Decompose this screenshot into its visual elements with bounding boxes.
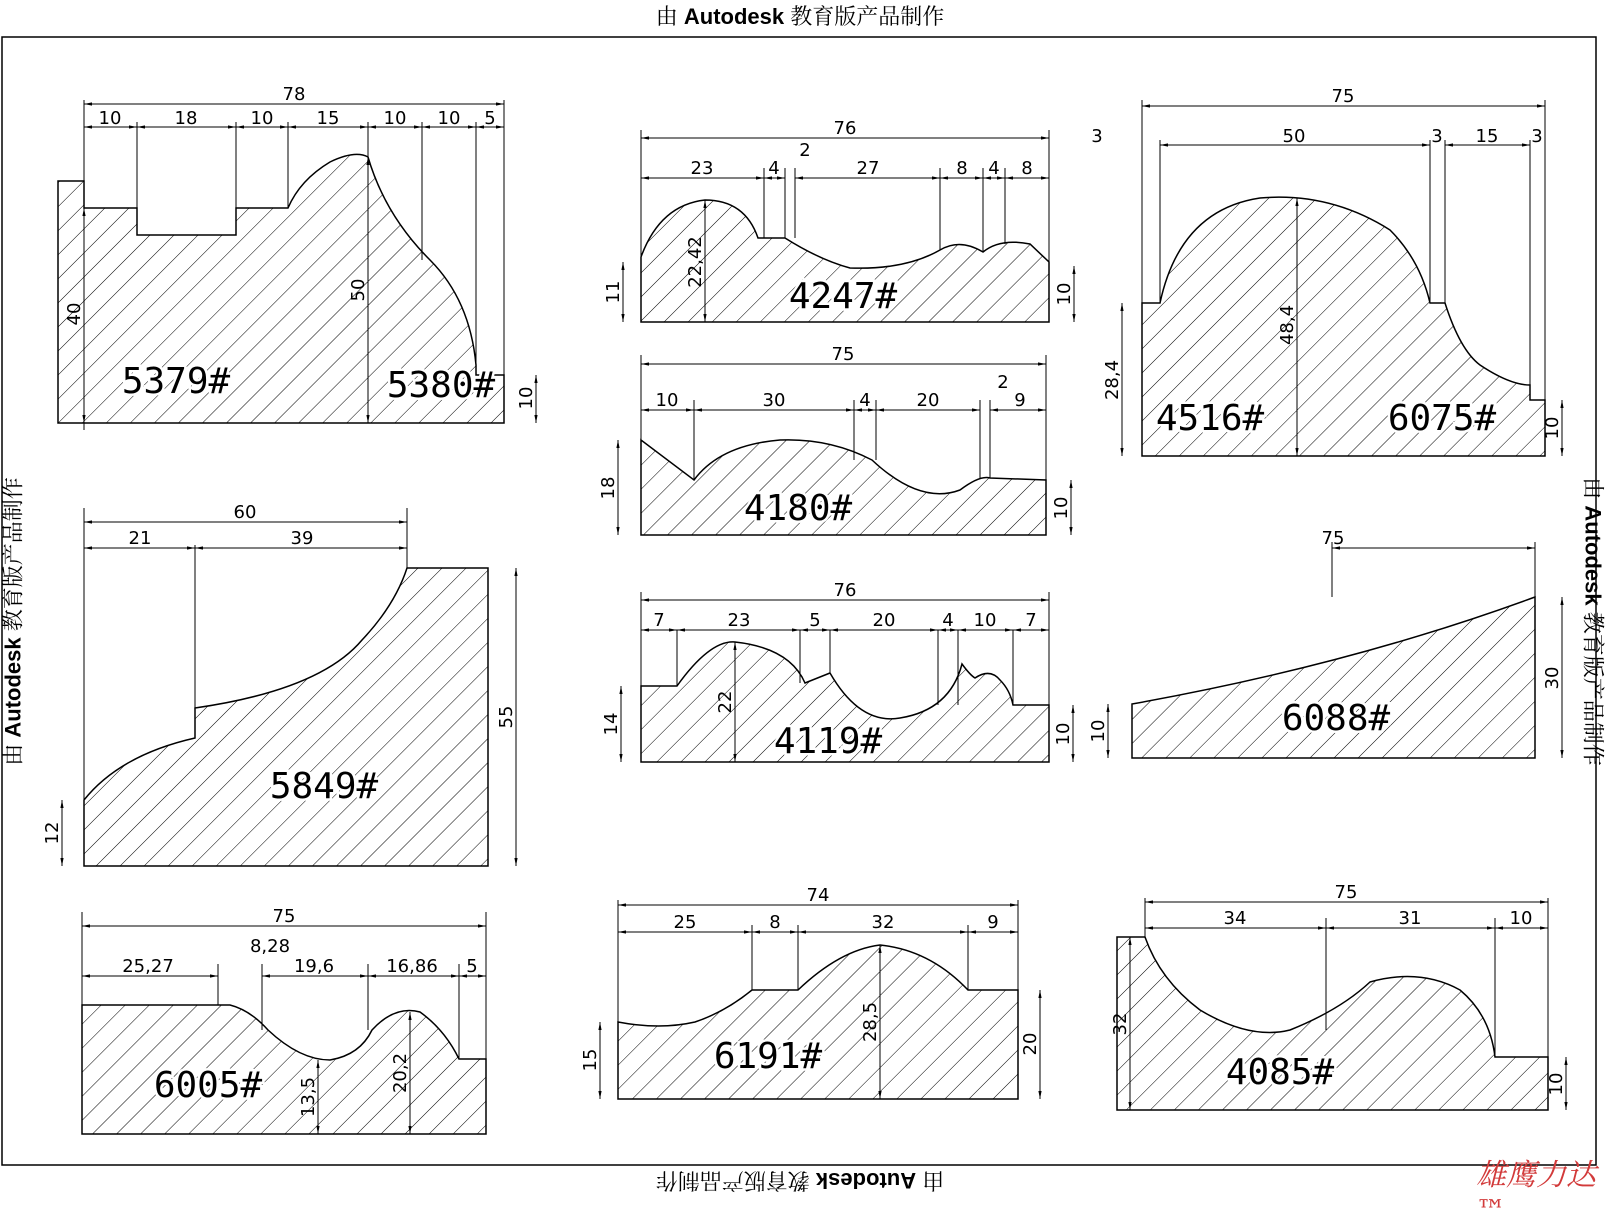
dim-text: 28,5 [860, 1001, 881, 1043]
dim-text: 50 [348, 278, 369, 302]
dim-text: 23 [727, 610, 751, 631]
watermark-prefix: 由 [0, 743, 26, 766]
dim-text: 10 [1546, 1072, 1567, 1096]
dim-text: 74 [806, 885, 830, 906]
dim-text: 19,6 [293, 956, 335, 977]
dim-text: 4 [859, 390, 871, 411]
part-number: 6075# [1387, 398, 1497, 439]
dim-text: 20 [916, 390, 940, 411]
dim-text: 75 [1334, 882, 1358, 903]
dim-text: 2 [799, 140, 811, 161]
dim-text: 13,5 [298, 1076, 319, 1118]
dim-text: 4 [988, 158, 1000, 179]
part-number: 4085# [1225, 1052, 1335, 1093]
dim-text: 8 [956, 158, 968, 179]
part-number: 4516# [1155, 398, 1265, 439]
dim-text: 10 [1088, 719, 1109, 743]
dim-text: 10 [437, 108, 461, 129]
profile-5849-outline [84, 568, 488, 866]
dim-text: 48,4 [1277, 304, 1298, 346]
watermark-right [1579, 442, 1610, 802]
dim-text: 32 [1110, 1012, 1131, 1036]
dim-text: 15 [316, 108, 340, 129]
dim-text: 27 [856, 158, 880, 179]
part-number: 5849# [269, 766, 379, 807]
watermark-prefix: 由 [655, 4, 678, 29]
dim-text: 22,42 [685, 236, 706, 288]
dim-text: 12 [42, 821, 63, 845]
dim-text: 10 [250, 108, 274, 129]
watermark-prefix: 由 [1580, 477, 1606, 500]
watermark-suffix: 教育版产品制作 [1580, 611, 1606, 766]
dim-text: 60 [233, 502, 257, 523]
watermark-suffix: 教育版产品制作 [790, 4, 945, 29]
dim-text: 30 [762, 390, 786, 411]
dim-text: 3 [1531, 126, 1543, 147]
dim-text: 7 [653, 610, 665, 631]
dim-text: 18 [174, 108, 198, 129]
dim-text: 76 [833, 118, 857, 139]
part-number: 5380# [386, 365, 496, 406]
part-number: 6191# [713, 1036, 823, 1077]
part-number: 4247# [788, 276, 898, 317]
dim-text: 20,2 [390, 1052, 411, 1094]
dim-text: 25,27 [122, 956, 174, 977]
dim-text: 5 [809, 610, 821, 631]
dim-text: 9 [1014, 390, 1026, 411]
watermark-left [0, 442, 28, 802]
dim-text: 78 [282, 84, 306, 105]
watermark-brand: Autodesk [683, 4, 785, 29]
dim-text: 10 [973, 610, 997, 631]
dim-text: 76 [833, 580, 857, 601]
dim-text: 3 [1091, 126, 1103, 147]
watermark-brand: Autodesk [815, 1168, 917, 1193]
dim-text: 10 [1054, 282, 1075, 306]
dim-text: 5 [466, 956, 478, 977]
dim-text: 10 [516, 386, 537, 410]
part-number: 5379# [121, 361, 231, 402]
dim-text: 10 [383, 108, 407, 129]
dim-text: 39 [290, 528, 314, 549]
dim-text: 16,86 [386, 956, 438, 977]
dim-text: 10 [98, 108, 122, 129]
company-logo: 雄鹰力达™ [1476, 1158, 1596, 1229]
dim-text: 40 [64, 302, 85, 326]
watermark-suffix: 教育版产品制作 [0, 477, 26, 632]
watermark-top [0, 0, 1600, 31]
dim-text: 8,28 [249, 936, 291, 957]
dim-text: 2 [997, 372, 1009, 393]
watermark-brand: Autodesk [1580, 505, 1606, 606]
dim-text: 3 [1431, 126, 1443, 147]
dim-text: 4 [768, 158, 780, 179]
dim-text: 10 [1051, 496, 1072, 520]
dim-text: 10 [655, 390, 679, 411]
dim-text: 55 [496, 705, 517, 729]
dim-text: 30 [1542, 666, 1563, 690]
dim-text: 8 [1021, 158, 1033, 179]
part-number: 6088# [1281, 698, 1391, 739]
dim-text: 21 [128, 528, 152, 549]
dim-text: 50 [1282, 126, 1306, 147]
dim-text: 18 [598, 476, 619, 500]
dim-text: 25 [673, 912, 697, 933]
dim-text: 20 [872, 610, 896, 631]
watermark-bottom [0, 1166, 1600, 1197]
watermark-prefix: 由 [922, 1168, 945, 1193]
dim-text: 4 [942, 610, 954, 631]
profile-6005-outline [82, 1005, 486, 1134]
dim-text: 75 [1331, 86, 1355, 107]
dim-text: 75 [831, 344, 855, 365]
dim-text: 14 [601, 712, 622, 736]
dim-text: 15 [580, 1048, 601, 1072]
dim-text: 31 [1398, 908, 1422, 929]
watermark-suffix: 教育版产品制作 [655, 1168, 810, 1193]
dim-text: 7 [1025, 610, 1037, 631]
watermark-brand: Autodesk [0, 637, 26, 738]
dim-text: 8 [769, 912, 781, 933]
dim-text: 28,4 [1102, 359, 1123, 401]
dim-text: 23 [690, 158, 714, 179]
dim-text: 9 [987, 912, 999, 933]
dim-text: 15 [1475, 126, 1499, 147]
dim-text: 10 [1509, 908, 1533, 929]
dim-text: 75 [1321, 528, 1345, 549]
dim-text: 22 [715, 690, 736, 714]
dim-text: 34 [1223, 908, 1247, 929]
part-number: 4119# [773, 721, 883, 762]
dim-text: 75 [272, 906, 296, 927]
dim-text: 20 [1020, 1032, 1041, 1056]
part-number: 6005# [153, 1065, 263, 1106]
dim-text: 10 [1053, 722, 1074, 746]
dim-text: 32 [871, 912, 895, 933]
dim-text: 11 [603, 280, 624, 304]
dim-text: 10 [1542, 416, 1563, 440]
dim-text: 5 [484, 108, 496, 129]
part-number: 4180# [743, 488, 853, 529]
